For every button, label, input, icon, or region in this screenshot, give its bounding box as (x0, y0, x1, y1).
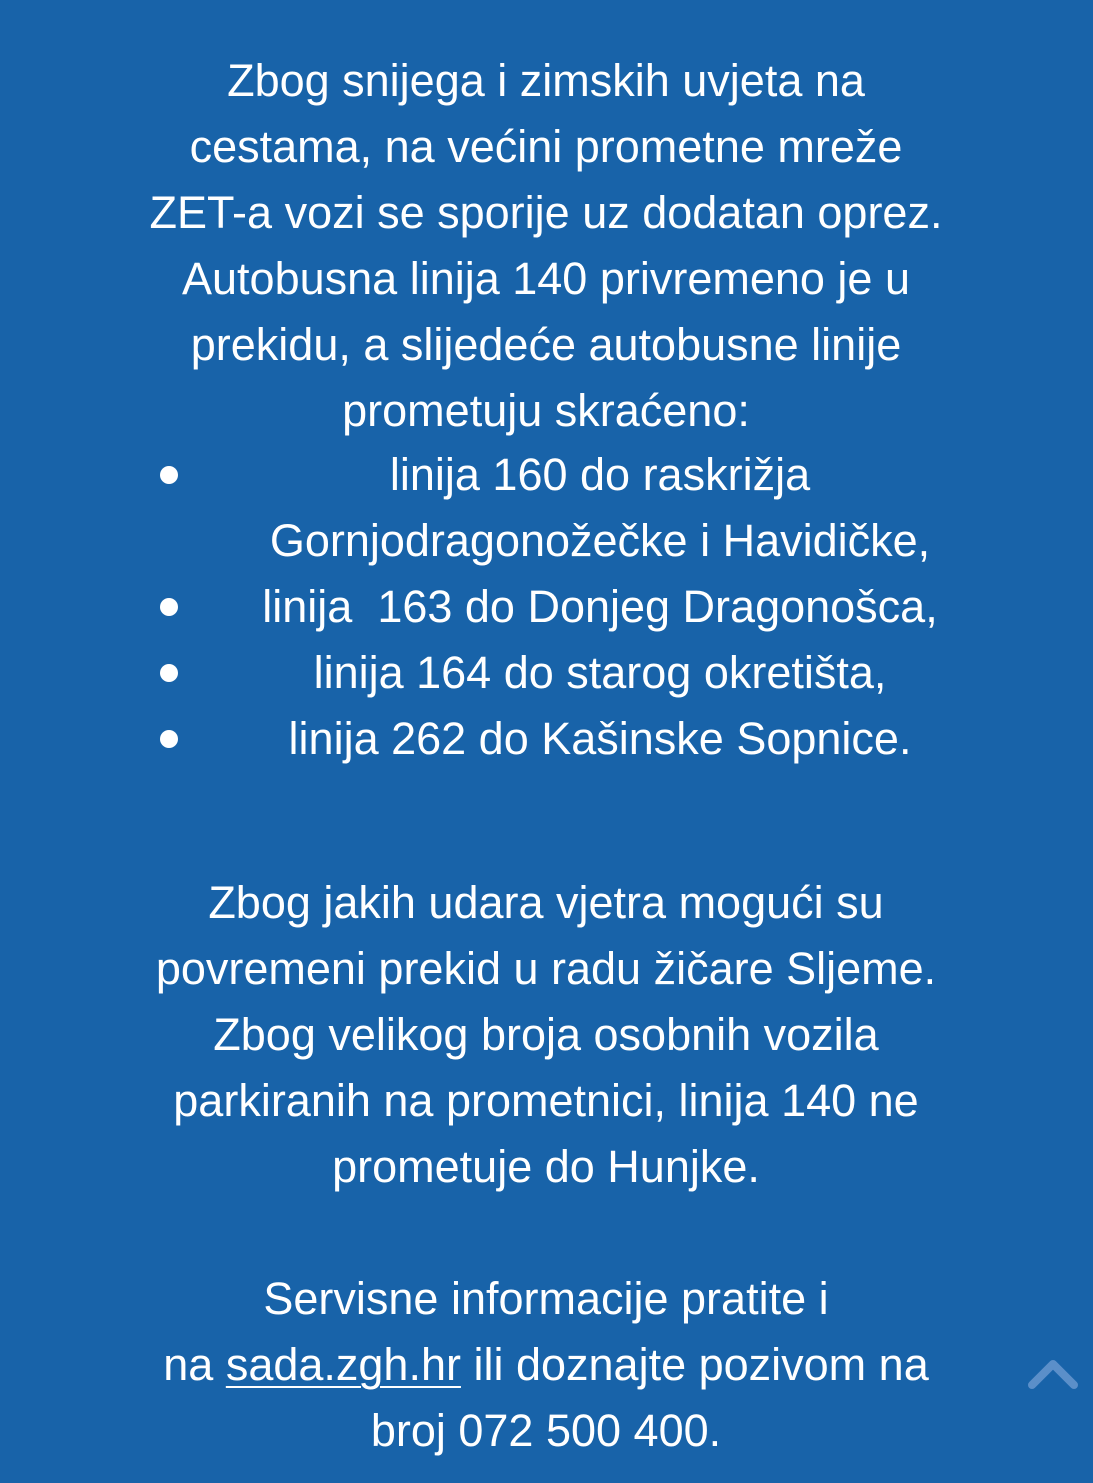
list-item-text: linija 164 do starog okretišta, (313, 647, 887, 698)
wind-line: povremeni prekid u radu žičare Sljeme. (155, 943, 937, 994)
intro-line: prometuju skraćeno: (342, 385, 750, 436)
intro-line: Zbog snijega i zimskih uvjeta na (227, 55, 865, 106)
bullet-icon (160, 598, 178, 616)
intro-line: cestama, na većini prometne mreže (189, 121, 903, 172)
bullet-icon (160, 664, 178, 682)
service-suffix: ili doznajte pozivom na (460, 1339, 929, 1390)
service-prefix: na (163, 1339, 226, 1390)
list-item (150, 574, 990, 640)
wind-line: prometuje do Hunjke. (332, 1141, 760, 1192)
list-item (150, 706, 990, 772)
list-item-text: Gornjodragonožečke i Havidičke, (269, 515, 931, 566)
list-item-text: linija 160 do raskrižja (389, 449, 811, 500)
wind-paragraph (96, 870, 996, 1200)
list-item (150, 442, 990, 574)
chevron-up-icon (1027, 1356, 1079, 1390)
intro-line: ZET-a vozi se sporije uz dodatan oprez. (149, 187, 943, 238)
list-item (150, 640, 990, 706)
affected-lines-list (150, 442, 990, 772)
intro-line: Autobusna linija 140 privremeno je u (182, 253, 910, 304)
service-phone-line: broj 072 500 400. (370, 1405, 722, 1456)
service-paragraph (96, 1266, 996, 1464)
list-item-text: linija 163 do Donjeg Dragonošca, (262, 581, 938, 632)
bullet-icon (160, 730, 178, 748)
service-line: Servisne informacije pratite i (263, 1273, 829, 1324)
wind-line: Zbog velikog broja osobnih vozila (213, 1009, 879, 1060)
list-item-text: linija 262 do Kašinske Sopnice. (288, 713, 912, 764)
wind-line: Zbog jakih udara vjetra mogući su (208, 877, 884, 928)
scroll-to-top-button[interactable] (1020, 1340, 1086, 1406)
sada-zgh-link[interactable]: sada.zgh.hr (225, 1339, 461, 1390)
wind-line: parkiranih na prometnici, linija 140 ne (173, 1075, 919, 1126)
intro-line: prekidu, a slijedeće autobusne linije (190, 319, 902, 370)
intro-paragraph (96, 48, 996, 444)
service-line (96, 1332, 996, 1398)
bullet-icon (160, 466, 178, 484)
